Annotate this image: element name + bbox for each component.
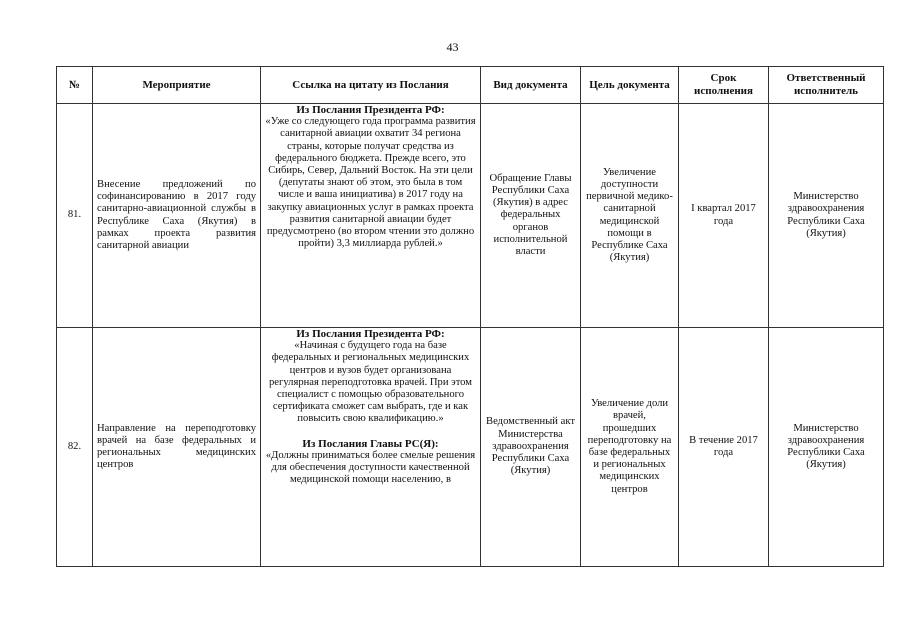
row-document-type: Ведомственный акт Министерства здравоохранения Республики Саха (Якутия) [481,328,581,567]
header-responsible: Ответственный исполнитель [769,67,884,104]
quote-heading: Из Послания Президента РФ: [296,328,445,340]
page-number: 43 [446,40,459,54]
row-purpose: Увеличение доли врачей, прошедших переподготовку на базе федеральных и региональных медицинских центров [581,328,679,567]
quote-clip [265,328,476,564]
quote-heading: Из Послания Главы РС(Я): [302,437,439,450]
row-deadline: В течение 2017 года [679,328,769,567]
header-quote-link: Ссылка на цитату из Послания [261,67,481,104]
header-number: № [57,67,93,104]
quote-heading: Из Послания Президента РФ: [296,104,445,116]
header-measure: Мероприятие [93,67,261,104]
measures-table [56,66,884,567]
quote-text: «Начиная с будущего года на базе федеральных и региональных медицинских центров и вузов будет организована регулярная переподготовка врачей. При этом специалист с помощью образовательного сертификата сможет сам выбрать, где и как повысить свою квалификацию.» [269,340,472,425]
header-document-type: Вид документа [481,67,581,104]
quote-text: «Должны приниматься более смелые решения для обеспечения доступности качественной медицинской помощи населению, в [265,449,476,486]
row-number: 82. [57,328,93,567]
quote-text: «Уже со следующего года программа развития санитарной авиации охватит 34 региона страны, которые получат средства из федерального бюджета. Прежде всего, это Сибирь, Север, Дальний Восток. На эти цели (депутаты знают об этом, это была в том числе и ваша инициатива) в 2017 году на закупку авиационных услуг в рамках проекта развития санитарной авиации будет предусмотрено (во втором чтении это должно пройти) 3,3 миллиарда рублей.» [265,116,476,250]
table-row [57,328,884,567]
row-measure: Внесение предложений по софинансированию в 2017 году санитарно-авиационной службы в Республике Саха (Якутия) в рамках проекта развития санитарной авиации [93,104,261,328]
row-purpose: Увеличение доступности первичной медико-санитарной медицинской помощи в Республике Саха (Якутия) [581,104,679,328]
row-responsible: Министерство здравоохранения Республики Саха (Якутия) [769,104,884,328]
row-responsible: Министерство здравоохранения Республики Саха (Якутия) [769,328,884,567]
row-quote-cell [261,328,481,567]
header-document-purpose: Цель документа [581,67,679,104]
row-number: 81. [57,104,93,328]
table-row [57,104,884,328]
row-document-type: Обращение Главы Республики Саха (Якутия) в адрес федеральных органов исполнительной власти [481,104,581,328]
row-measure: Направление на переподготовку врачей на базе федеральных и региональных медицинских центров [93,328,261,567]
row-quote-cell [261,104,481,328]
row-deadline: I квартал 2017 года [679,104,769,328]
header-deadline: Срок исполнения [679,67,769,104]
table-header-row [57,67,884,104]
